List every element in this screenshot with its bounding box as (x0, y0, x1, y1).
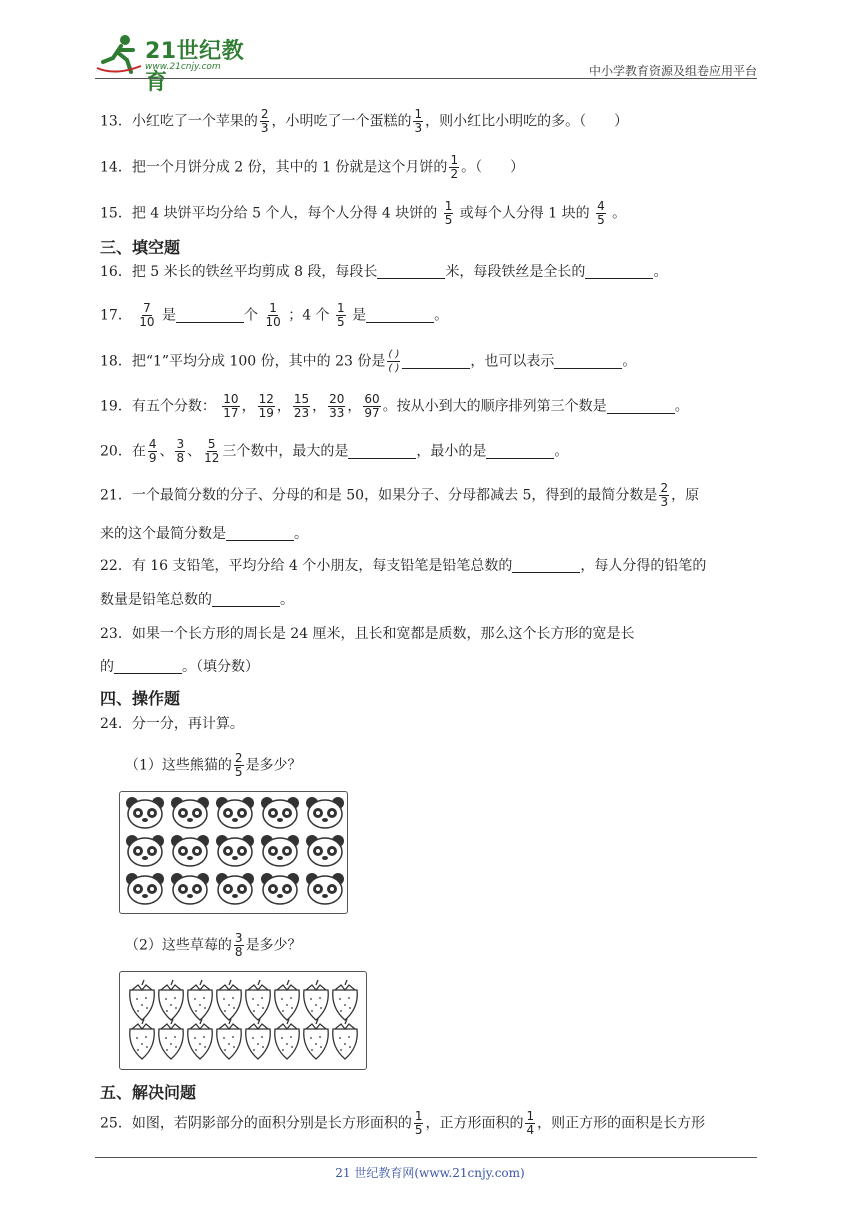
q23-text-a: 23．如果一个长方形的周长是 24 厘米，且长和宽都是质数，那么这个长方形的宽是长 (100, 626, 635, 642)
q24-p2-text-b: 是多少？ (245, 937, 302, 954)
q21-text-d: 。 (294, 526, 308, 542)
question-24-part-1 (125, 752, 302, 779)
question-22-cont (100, 590, 294, 610)
q24-p1-text-a: （1）这些熊猫的 (125, 757, 232, 774)
fraction: $\frac{7}{10}$ (139, 301, 155, 329)
panda-grid (119, 791, 348, 914)
header-platform-text: 中小学教育资源及组卷应用平台 (588, 64, 757, 78)
strawberry-icon (217, 1019, 242, 1059)
answer-blank[interactable] (226, 526, 294, 541)
answer-blank[interactable] (512, 558, 580, 573)
q23-text-c: 。（填分数） (182, 659, 259, 675)
fraction: $\frac{15}{23}$ (293, 392, 310, 420)
q22-text-c: 数量是铅笔总数的 (100, 592, 212, 608)
q18-text-a: 18．把“1”平均分成 100 份，其中的 23 份是 (100, 353, 386, 370)
answer-blank[interactable] (585, 264, 653, 279)
fraction: $\frac{4}{9}$ (148, 437, 157, 465)
answer-blank[interactable] (176, 308, 244, 323)
q20-text-a: 20．在 (100, 443, 146, 460)
fraction: $\frac{1}{5}$ (444, 199, 453, 227)
strawberry-grid (119, 971, 367, 1070)
strawberry-icon (159, 1019, 184, 1059)
panda-icon (126, 835, 164, 866)
answer-blank[interactable] (212, 592, 280, 607)
panda-icon (261, 835, 299, 866)
question-18 (100, 348, 636, 375)
q18-text-b: ，也可以表示 (470, 353, 555, 370)
q15-text-a: 15．把 4 块饼平均分给 5 个人，每个人分得 4 块饼的 (100, 205, 438, 222)
question-22 (100, 556, 706, 576)
strawberry-grid-figure (120, 972, 366, 1069)
q17-text-b: 是 (162, 307, 177, 324)
fraction: $\frac{1}{2}$ (450, 153, 459, 181)
question-21-cont (100, 524, 308, 544)
q17-text-e: 是 (352, 307, 367, 324)
q16-text-b: 米，每段铁丝是全长的 (445, 264, 586, 280)
panda-icon (216, 835, 254, 866)
q20-text-c: ，最小的是 (416, 443, 487, 460)
answer-blank[interactable] (366, 308, 434, 323)
q15-text-b: 或每个人分得 1 块的 (459, 205, 590, 222)
fraction: $\frac{12}{19}$ (258, 392, 274, 420)
page-header (95, 30, 757, 95)
question-13 (100, 108, 628, 135)
panda-icon (306, 873, 344, 904)
q25-text-b: ，正方形面积的 (425, 1115, 524, 1132)
strawberry-icon (275, 1019, 300, 1059)
fraction: $\frac{2}{3}$ (660, 481, 669, 509)
logo-text: 21世纪教育 (145, 39, 245, 95)
runner-icon (95, 32, 143, 76)
q21-text-c: 来的这个最简分数是 (100, 526, 226, 542)
section-title-operation: 四、操作题 (100, 689, 181, 708)
logo-url: www.21cnjy.com (145, 62, 221, 72)
strawberry-icon (304, 1019, 329, 1059)
panda-icon (261, 873, 299, 904)
site-logo (95, 32, 265, 95)
panda-grid-figure (120, 792, 347, 913)
fraction: $\frac{10}{17}$ (223, 392, 239, 420)
panda-icon (306, 797, 344, 828)
answer-blank[interactable] (348, 444, 416, 459)
question-14 (100, 154, 524, 181)
q21-text-b: ，原 (671, 487, 700, 504)
fraction: $\frac{3}{8}$ (176, 437, 185, 465)
answer-blank[interactable] (607, 399, 675, 414)
q22-text-b: ，每人分得的铅笔的 (580, 558, 707, 574)
q24-p2-text-a: （2）这些草莓的 (125, 937, 232, 954)
strawberry-icon (130, 980, 155, 1020)
strawberry-icon (188, 980, 213, 1020)
answer-blank[interactable] (402, 354, 470, 369)
q13-text-b: ，小明吃了一个蛋糕的 (271, 113, 412, 130)
fraction: $\frac{2}{3}$ (260, 107, 269, 135)
q19-text-a: 19．有五个分数： (100, 398, 216, 415)
q24-text-a: 24．分一分，再计算。 (100, 716, 244, 732)
strawberry-icon (130, 1019, 155, 1059)
q23-text-b: 的 (100, 659, 114, 675)
q19-text-c: 。 (674, 398, 689, 415)
q16-text-c: 。 (653, 264, 668, 280)
fraction: $\frac{1}{3}$ (414, 107, 423, 135)
q14-text-a: 14．把一个月饼分成 2 份，其中的 1 份就是这个月饼的 (100, 159, 448, 176)
panda-icon (171, 873, 209, 904)
question-16 (100, 262, 667, 282)
fraction: $\frac{( )}{( )}$ (388, 349, 400, 374)
strawberry-icon (246, 980, 271, 1020)
panda-icon (171, 797, 209, 828)
answer-blank[interactable] (114, 659, 182, 674)
answer-blank[interactable] (554, 354, 622, 369)
q17-text-f: 。 (434, 307, 449, 324)
panda-icon (126, 873, 164, 904)
panda-icon (216, 797, 254, 828)
fraction: $\frac{5}{12}$ (204, 437, 220, 465)
footer-divider (95, 1157, 757, 1158)
answer-blank[interactable] (377, 264, 445, 279)
q20-text-b: 三个数中，最大的是 (222, 443, 349, 460)
section-title-fill-in: 三、填空题 (100, 238, 181, 257)
fraction: $\frac{1}{4}$ (526, 1109, 535, 1137)
q18-text-c: 。 (622, 353, 637, 370)
page-footer: 21 世纪教育网(www.21cnjy.com) (335, 1166, 525, 1180)
fraction: $\frac{1}{5}$ (337, 301, 345, 329)
question-24-part-2 (125, 932, 302, 959)
fraction: $\frac{2}{5}$ (234, 751, 243, 779)
fraction: $\frac{20}{33}$ (329, 392, 345, 420)
panda-icon (216, 873, 254, 904)
q20-text-d: 。 (554, 443, 569, 460)
fraction: $\frac{1}{10}$ (265, 301, 281, 329)
q21-text-a: 21．一个最简分数的分子、分母的和是 50，如果分子、分母都减去 5，得到的最简分数是 (100, 487, 658, 504)
question-23 (100, 624, 635, 644)
q25-text-a: 25．如图，若阴影部分的面积分别是长方形面积的 (100, 1115, 412, 1132)
q15-text-c: 。 (612, 205, 627, 222)
fraction: $\frac{3}{8}$ (234, 931, 243, 959)
question-20: 20．在 $\frac{4}{9}$ 、 $\frac{3}{8}$ 、 $\frac{5}{12}$ 三个数中，最大的是 ，最小的是 。 (100, 437, 569, 465)
strawberry-icon (304, 980, 329, 1020)
fraction: $\frac{4}{5}$ (597, 199, 605, 227)
q22-text-a: 22．有 16 支铅笔，平均分给 4 个小朋友，每支铅笔是铅笔总数的 (100, 558, 513, 574)
strawberry-icon (159, 980, 184, 1020)
panda-icon (171, 835, 209, 866)
q25-text-c: ，则正方形的面积是长方形 (537, 1115, 706, 1132)
q13-text-a: 13．小红吃了一个苹果的 (100, 113, 258, 130)
q16-text-a: 16．把 5 米长的铁丝平均剪成 8 段，每段长 (100, 264, 378, 280)
q13-text-c: ，则小红比小明吃的多。（ ） (425, 113, 629, 130)
question-23-cont (100, 657, 259, 677)
q17-text-c: 个 (244, 307, 259, 324)
q22-text-d: 。 (280, 592, 294, 608)
question-25 (100, 1110, 705, 1137)
strawberry-icon (333, 1019, 358, 1059)
panda-icon (306, 835, 344, 866)
q24-p1-text-b: 是多少？ (245, 757, 302, 774)
strawberry-icon (333, 980, 358, 1020)
question-19: 19．有五个分数： $\frac{10}{17}$ ， $\frac{12}{19}$ ， $\frac{15}{23}$ ， $\frac{20}{33}$ ， $\frac{60}{97}$ 。按从小到大的顺序排列第三个数是 。 (100, 392, 689, 420)
strawberry-icon (188, 1019, 213, 1059)
question-15 (100, 200, 626, 227)
question-17 (100, 302, 448, 329)
section-title-solve: 五、解决问题 (100, 1083, 197, 1102)
header-divider (95, 78, 757, 79)
question-21 (100, 482, 699, 509)
strawberry-icon (246, 1019, 271, 1059)
fraction: $\frac{1}{5}$ (414, 1109, 423, 1137)
question-24 (100, 714, 244, 734)
q17-text-d: ；4 个 (288, 307, 330, 324)
fraction: $\frac{60}{97}$ (364, 392, 380, 420)
panda-icon (261, 797, 299, 828)
q17-text-a: 17． (100, 307, 132, 324)
q19-text-b: 。按从小到大的顺序排列第三个数是 (382, 398, 607, 415)
answer-blank[interactable] (486, 444, 554, 459)
strawberry-icon (275, 980, 300, 1020)
strawberry-icon (217, 980, 242, 1020)
panda-icon (126, 797, 164, 828)
q14-text-b: 。（ ） (461, 159, 525, 176)
